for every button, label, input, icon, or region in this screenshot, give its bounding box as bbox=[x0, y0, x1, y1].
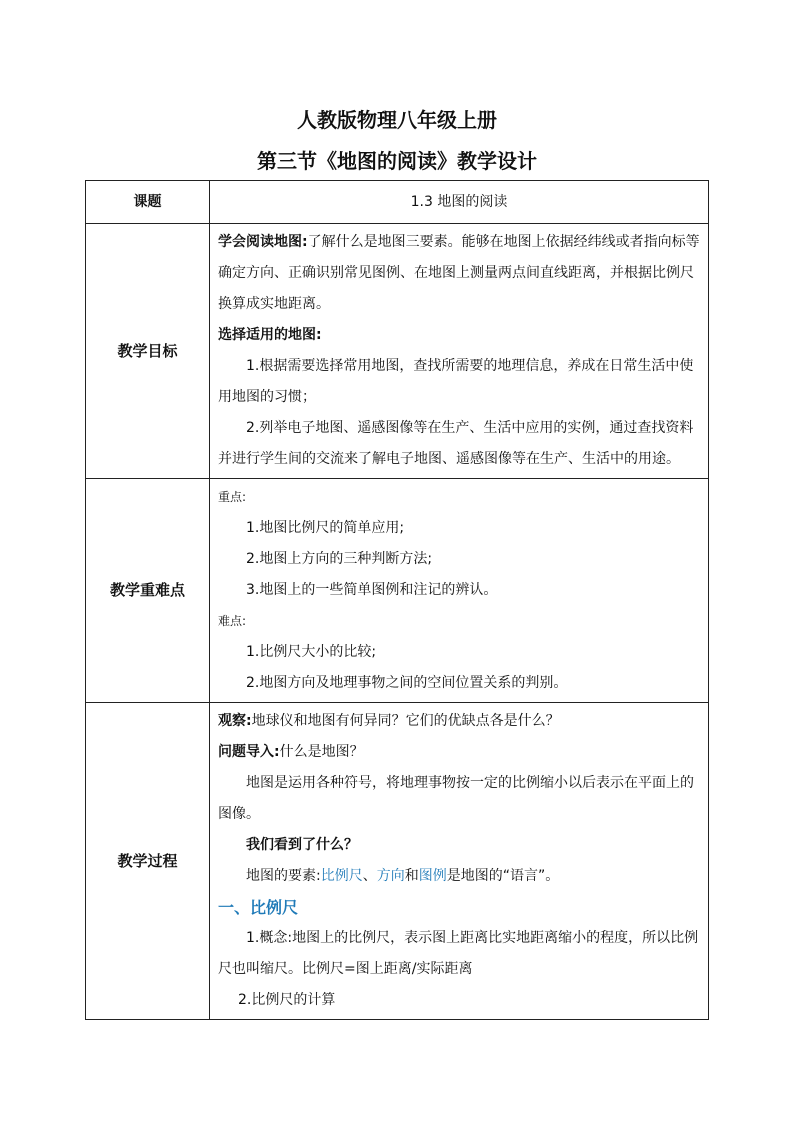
process-label: 教学过程 bbox=[86, 703, 210, 1020]
element-scale: 比例尺 bbox=[320, 868, 363, 884]
lesson-plan-table bbox=[85, 180, 709, 1020]
objectives-content bbox=[210, 224, 709, 479]
document-title: 人教版物理八年级上册 bbox=[297, 108, 497, 132]
process-content bbox=[210, 703, 709, 1020]
objective-reading-head: 学会阅读地图: bbox=[218, 234, 308, 250]
objective-reading bbox=[218, 227, 702, 320]
difficulty-2: 2.地图方向及地理事物之间的空间位置关系的判别。 bbox=[246, 675, 568, 691]
objective-item-1: 1.根据需要选择常用地图，查找所需要的地理信息，养成在日常生活中使用地图的习惯； bbox=[218, 358, 694, 405]
keypoint-2: 2.地图上方向的三种判断方法; bbox=[246, 551, 433, 567]
process-observe-text: 地球仪和地图有何异同？它们的优缺点各是什么？ bbox=[251, 713, 560, 729]
process-intro-head: 问题导入: bbox=[218, 744, 280, 760]
elements-suffix: 是地图的“语言”。 bbox=[446, 868, 560, 884]
table-row-topic bbox=[86, 181, 709, 224]
element-direction: 方向 bbox=[376, 868, 405, 884]
keypoint-1: 1.地图比例尺的简单应用; bbox=[246, 520, 405, 536]
elements-sep-1: 、 bbox=[362, 868, 377, 884]
process-observe-head: 观察: bbox=[218, 713, 252, 729]
process-intro bbox=[218, 737, 702, 768]
process-calc: 2.比例尺的计算 bbox=[238, 992, 336, 1008]
elements-sep-2: 和 bbox=[404, 868, 419, 884]
keypoints-diff-head: 难点: bbox=[218, 614, 247, 628]
keypoint-3: 3.地图上的一些简单图例和注记的辨认。 bbox=[246, 582, 498, 598]
objectives-label: 教学目标 bbox=[86, 224, 210, 479]
process-elements bbox=[218, 861, 702, 892]
objective-reading-text: 了解什么是地图三要素。能够在地图上依据经纬线或者指向标等确定方向、正确识别常见图例、在地图上测量两点间直线距离，并根据比例尺换算成实地距离。 bbox=[218, 234, 700, 312]
keypoints-label: 教学重难点 bbox=[86, 479, 210, 703]
difficulty-1: 1.比例尺大小的比较; bbox=[246, 644, 377, 660]
document-subtitle: 第三节《地图的阅读》教学设计 bbox=[257, 149, 537, 173]
topic-value: 1.3 地图的阅读 bbox=[210, 181, 709, 224]
table-row-objectives bbox=[86, 224, 709, 479]
process-intro-text: 什么是地图？ bbox=[279, 744, 364, 760]
table-row-process bbox=[86, 703, 709, 1020]
element-legend: 图例 bbox=[418, 868, 447, 884]
objective-choose-head: 选择适用的地图: bbox=[218, 327, 322, 343]
process-definition: 地图是运用各种符号，将地理事物按一定的比例缩小以后表示在平面上的图像。 bbox=[218, 775, 694, 822]
table-row-keypoints bbox=[86, 479, 709, 703]
objective-item-2: 2.列举电子地图、遥感图像等在生产、生活中应用的实例，通过查找资料并进行学生间的交流来了解电子地图、遥感图像等在生产、生活中的用途。 bbox=[218, 420, 694, 467]
topic-label: 课题 bbox=[86, 181, 210, 224]
section-heading-scale: 一、比例尺 bbox=[218, 898, 299, 917]
keypoints-content bbox=[210, 479, 709, 703]
process-concept: 1.概念:地图上的比例尺，表示图上距离比实地距离缩小的程度，所以比例尺也叫缩尺。比例尺=图上距离/实际距离 bbox=[218, 930, 699, 977]
process-observe bbox=[218, 706, 702, 737]
process-what-saw: 我们看到了什么？ bbox=[246, 837, 358, 853]
elements-prefix: 地图的要素: bbox=[246, 868, 321, 884]
keypoints-key-head: 重点: bbox=[218, 490, 247, 504]
